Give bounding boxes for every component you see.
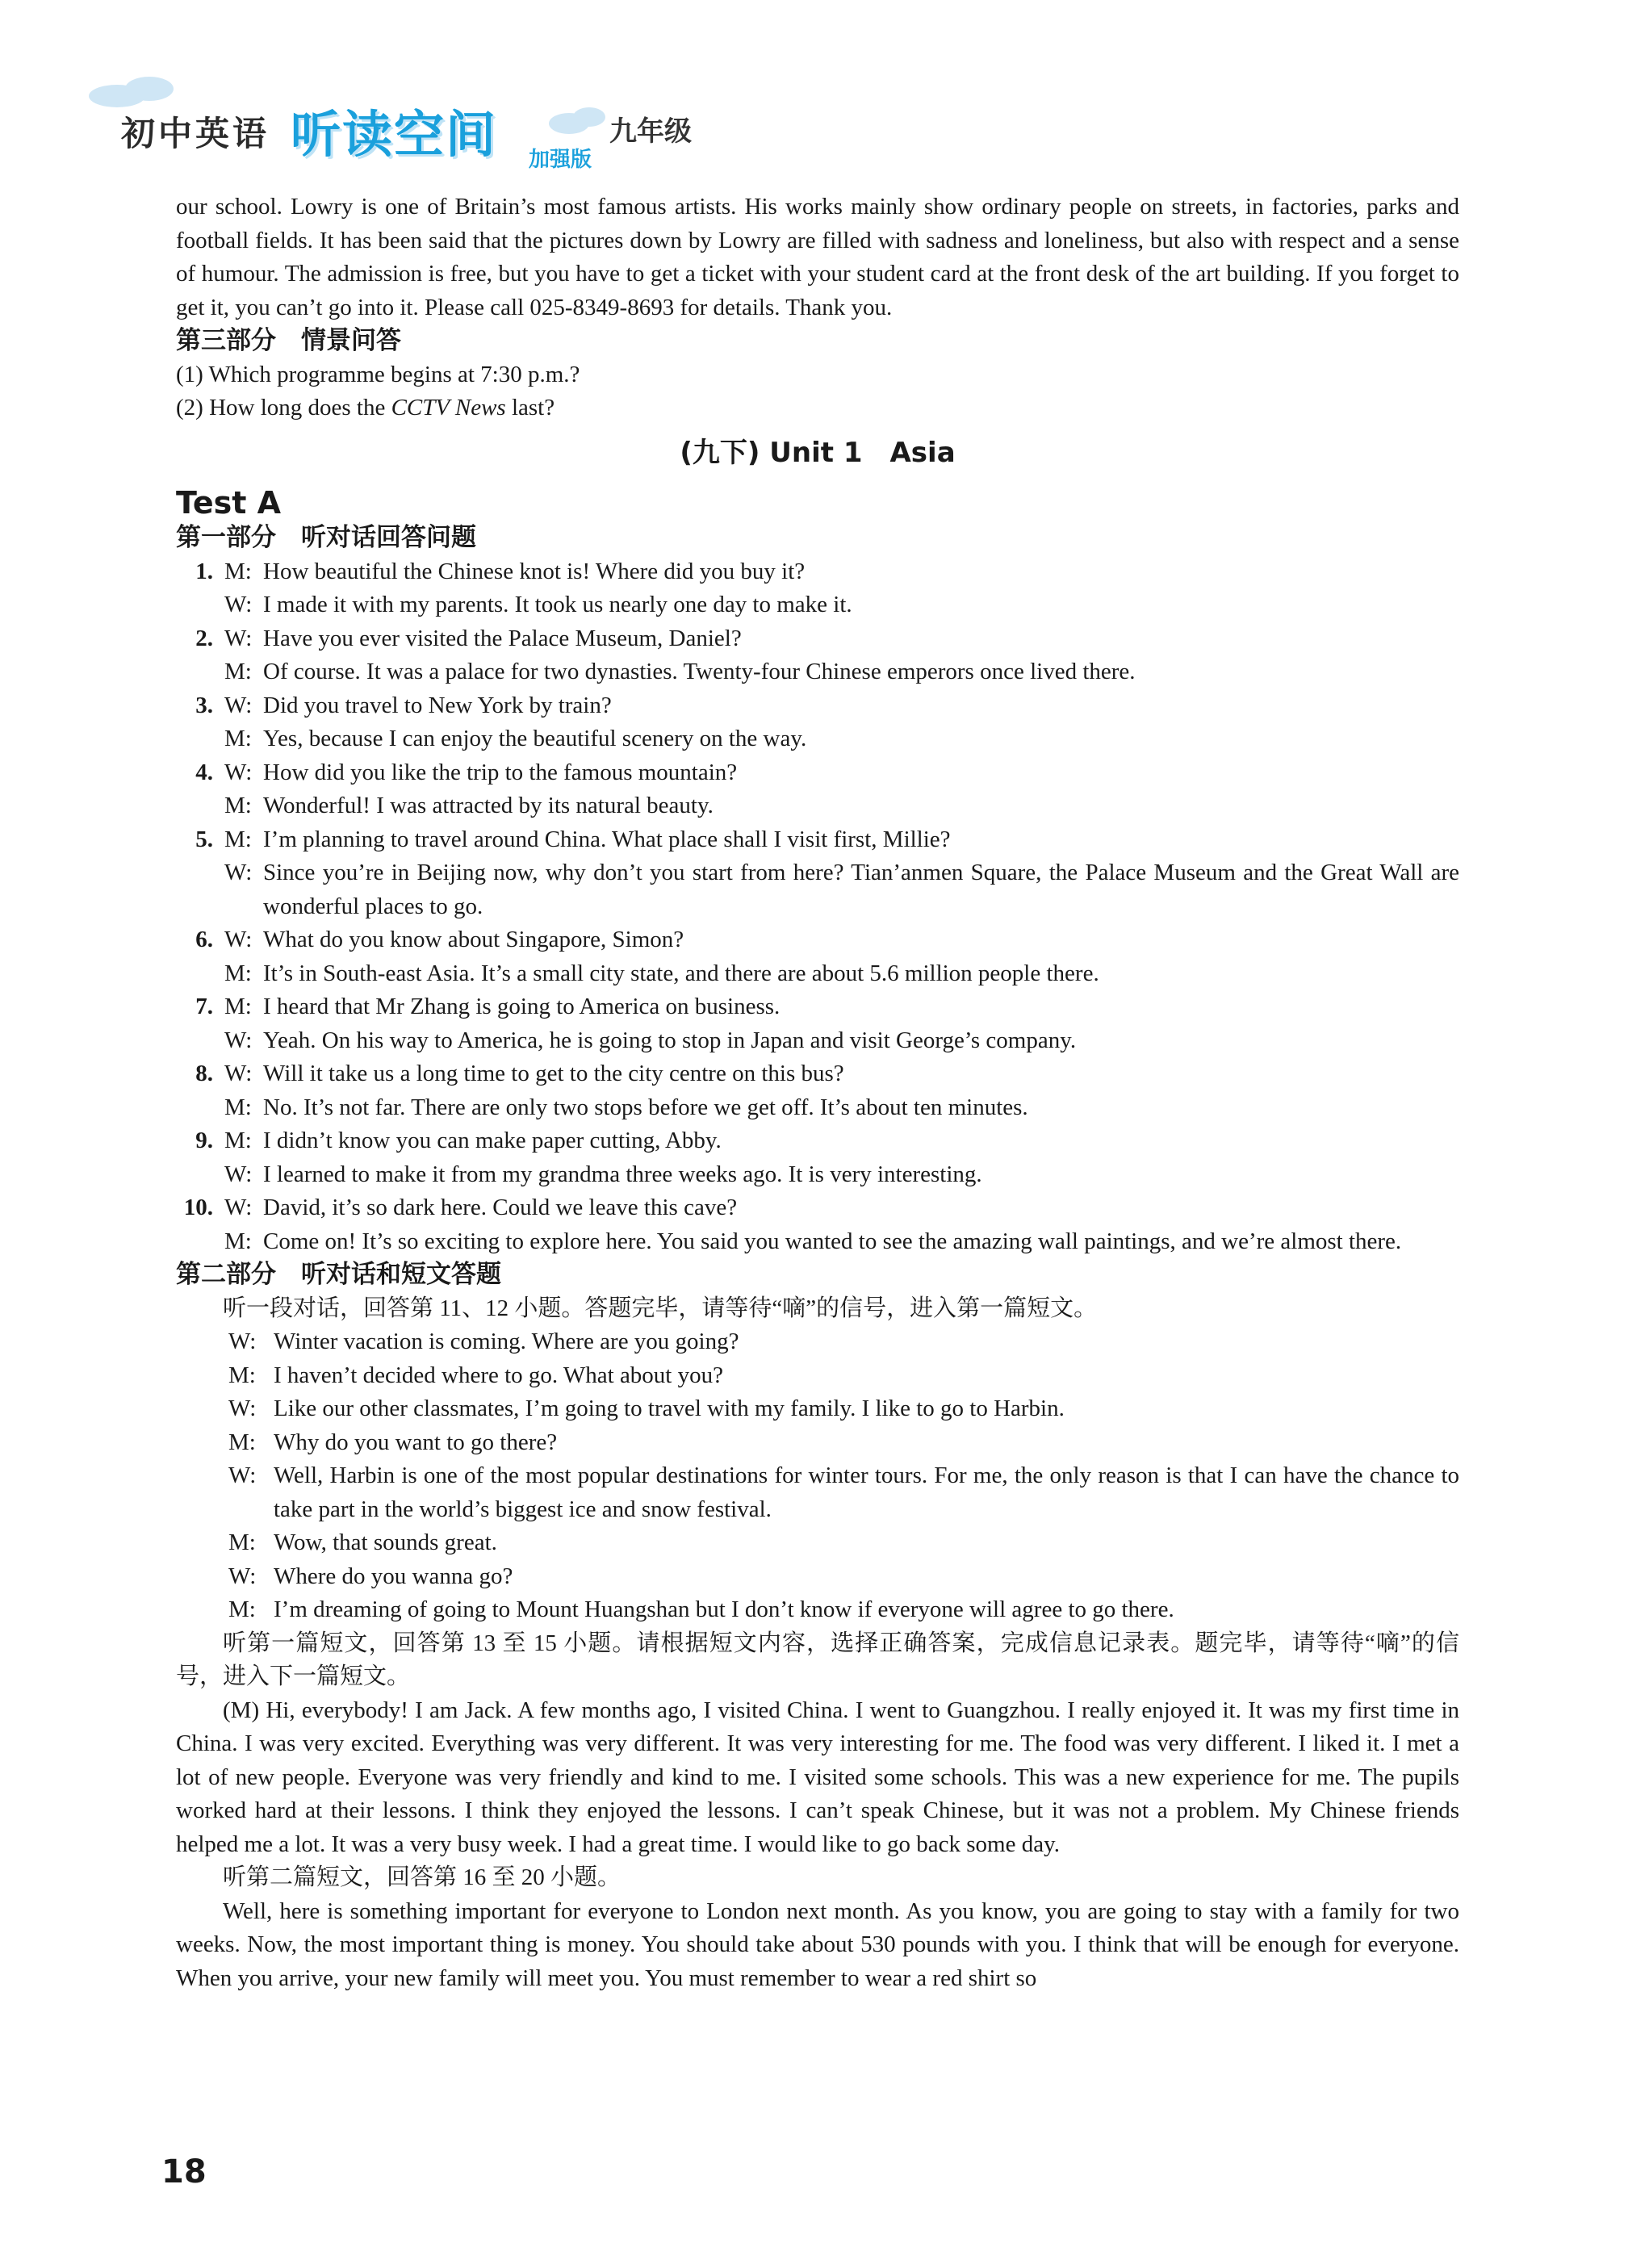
- speaker-label: W:: [224, 759, 253, 785]
- dialogue-number: 3.: [195, 692, 213, 718]
- speaker-label: M:: [228, 1429, 256, 1455]
- conversation-line: [228, 1426, 1459, 1460]
- speaker-label: W:: [228, 1396, 257, 1421]
- speaker-label: M:: [224, 793, 252, 818]
- dialogue-number: 7.: [195, 994, 213, 1019]
- page-content: [176, 190, 1459, 1995]
- speaker-label: W:: [224, 1027, 253, 1053]
- part3-question-1: (1) Which programme begins at 7:30 p.m.?: [176, 361, 580, 387]
- dialogue-line: [224, 756, 1459, 790]
- part1-heading: 第一部分 听对话回答问题: [176, 523, 476, 552]
- dialogue-line: [224, 1024, 1459, 1058]
- conversation-line: [228, 1325, 1459, 1359]
- dialogue-text: Of course. It was a palace for two dynasties. Twenty-four Chinese emperors once lived there.: [263, 659, 1136, 684]
- dialogue-line: [224, 990, 1459, 1024]
- speaker-label: W:: [228, 1329, 257, 1354]
- part3-heading: 第三部分 情景问答: [176, 326, 401, 355]
- cloud-decoration: [573, 107, 605, 127]
- dialogue-text: What do you know about Singapore, Simon?: [263, 927, 684, 952]
- part2-passage-2: Well, here is something important for everyone to London next month. As you know, you are going to stay with a family for two weeks. Now, the most important thing is money. You should take about 530 pounds with you. I think that will be enough for everyone. When you arrive, your new family will meet you. You must remember to wear a red shirt so: [176, 1898, 1459, 1991]
- dialogue-text: I didn’t know you can make paper cutting, Abby.: [263, 1128, 722, 1153]
- dialogue-item: [176, 923, 1459, 990]
- speaker-label: M:: [228, 1596, 256, 1622]
- dialogue-text: Have you ever visited the Palace Museum, Daniel?: [263, 625, 742, 651]
- part2-instruction-1: 听一段对话，回答第 11、12 小题。答题完毕，请等待“嘀”的信号，进入第一篇短文。: [223, 1295, 1098, 1321]
- page-number: 18: [161, 2153, 207, 2191]
- speaker-label: W:: [224, 1161, 253, 1187]
- conversation-line: [228, 1560, 1459, 1594]
- speaker-label: M:: [224, 659, 252, 684]
- part2-instruction-2: 听第一篇短文，回答第 13 至 15 小题。请根据短文内容，选择正确答案，完成信息记录表。题完毕，请等待“嘀”的信号，进入下一篇短文。: [176, 1630, 1459, 1689]
- part1-dialogue-list: [176, 555, 1459, 1259]
- conversation-text: Well, Harbin is one of the most popular destinations for winter tours. For me, the only reason is that I can have the chance to take part in the world’s biggest ice and snow festival.: [274, 1462, 1459, 1522]
- dialogue-text: David, it’s so dark here. Could we leave this cave?: [263, 1195, 738, 1220]
- conversation-line: [228, 1593, 1459, 1627]
- dialogue-item: [176, 756, 1459, 823]
- unit-title: (九下) Unit 1 Asia: [680, 436, 956, 469]
- dialogue-text: Wonderful! I was attracted by its natural beauty.: [263, 793, 714, 818]
- dialogue-line: [224, 1124, 1459, 1158]
- dialogue-line: [224, 1158, 1459, 1192]
- dialogue-number: 4.: [195, 759, 213, 785]
- dialogue-line: [224, 588, 1459, 622]
- part2-instruction-3: 听第二篇短文，回答第 16 至 20 小题。: [223, 1864, 621, 1890]
- part3-question-2: (2) How long does the CCTV News last?: [176, 395, 555, 421]
- speaker-label: W:: [224, 1195, 253, 1220]
- grade-label: 九年级: [609, 115, 692, 148]
- speaker-label: M:: [224, 994, 252, 1019]
- speaker-label: M:: [224, 726, 252, 751]
- part2-conversation: [176, 1325, 1459, 1627]
- dialogue-text: Did you travel to New York by train?: [263, 692, 612, 718]
- dialogue-text: Yeah. On his way to America, he is going to stop in Japan and visit George’s company.: [263, 1027, 1077, 1053]
- speaker-label: M:: [224, 1094, 252, 1120]
- dialogue-text: I made it with my parents. It took us nearly one day to make it.: [263, 592, 852, 617]
- conversation-text: I’m dreaming of going to Mount Huangshan but I don’t know if everyone will agree to go there.: [274, 1596, 1174, 1622]
- series-title: 初中英语: [121, 114, 270, 153]
- speaker-label: W:: [224, 692, 253, 718]
- dialogue-text: Since you’re in Beijing now, why don’t you start from here? Tian’anmen Square, the Palace Museum and the Great Wall are wonderful places to go.: [263, 860, 1459, 919]
- dialogue-item: [176, 823, 1459, 924]
- intro-paragraph: our school. Lowry is one of Britain’s most famous artists. His works mainly show ordinary people on streets, in factories, parks and football fields. It has been said that the pictures down by Lowry are filled with sadness and loneliness, but also with respect and a sense of humour. The admission is free, but you have to get a ticket with your student card at the front desk of the art building. If you forget to get it, you can’t go into it. Please call 025-8349-8693 for details. Thank you.: [176, 194, 1459, 320]
- dialogue-text: Will it take us a long time to get to the city centre on this bus?: [263, 1061, 844, 1086]
- conversation-line: [228, 1526, 1459, 1560]
- speaker-label: W:: [228, 1462, 257, 1488]
- speaker-label: M:: [224, 1228, 252, 1254]
- dialogue-line: [224, 555, 1459, 589]
- dialogue-text: I heard that Mr Zhang is going to America on business.: [263, 994, 781, 1019]
- dialogue-text: How beautiful the Chinese knot is! Where did you buy it?: [263, 558, 806, 584]
- part2-passage-1: (M) Hi, everybody! I am Jack. A few months ago, I visited China. I went to Guangzhou. I really enjoyed it. It was my first time in China. I was very excited. Everything was very different. It was very interesting for me. The food was very different. I liked it. I met a lot of new people. Everyone was very friendly and kind to me. I visited some schools. This was a new experience for me. The pupils worked hard at their lessons. I think they enjoyed the lessons. I can’t speak Chinese, but it was not a problem. My Chinese friends helped me a lot. It was a very busy week. I had a great time. I would like to go back some day.: [176, 1697, 1459, 1857]
- speaker-label: W:: [224, 1061, 253, 1086]
- dialogue-line: [224, 789, 1459, 823]
- dialogue-text: How did you like the trip to the famous mountain?: [263, 759, 738, 785]
- conversation-text: Why do you want to go there?: [274, 1429, 558, 1455]
- dialogue-number: 6.: [195, 927, 213, 952]
- conversation-text: Winter vacation is coming. Where are you going?: [274, 1329, 739, 1354]
- dialogue-item: [176, 622, 1459, 689]
- dialogue-line: [224, 957, 1459, 991]
- speaker-label: M:: [228, 1529, 256, 1555]
- conversation-text: Like our other classmates, I’m going to travel with my family. I like to go to Harbin.: [274, 1396, 1065, 1421]
- dialogue-item: [176, 555, 1459, 622]
- dialogue-item: [176, 1124, 1459, 1191]
- dialogue-line: [224, 689, 1459, 723]
- dialogue-number: 10.: [183, 1195, 213, 1220]
- book-header: [89, 77, 751, 174]
- dialogue-line: [224, 1225, 1459, 1259]
- speaker-label: W:: [224, 860, 253, 885]
- dialogue-line: [224, 1191, 1459, 1225]
- conversation-line: [228, 1459, 1459, 1526]
- dialogue-number: 1.: [195, 558, 213, 584]
- speaker-label: M:: [224, 558, 252, 584]
- conversation-line: [228, 1359, 1459, 1393]
- speaker-label: W:: [224, 592, 253, 617]
- dialogue-line: [224, 622, 1459, 656]
- brand-logo-text: 听读空间: [291, 105, 498, 164]
- edition-label: 加强版: [529, 148, 592, 172]
- dialogue-text: It’s in South-east Asia. It’s a small city state, and there are about 5.6 million people there.: [263, 960, 1099, 986]
- dialogue-line: [224, 856, 1459, 923]
- dialogue-line: [224, 655, 1459, 689]
- speaker-label: M:: [224, 1128, 252, 1153]
- dialogue-item: [176, 689, 1459, 756]
- cloud-decoration: [125, 77, 174, 101]
- speaker-label: M:: [224, 826, 252, 852]
- speaker-label: W:: [228, 1563, 257, 1589]
- dialogue-line: [224, 722, 1459, 756]
- dialogue-text: No. It’s not far. There are only two stops before we get off. It’s about ten minutes.: [263, 1094, 1028, 1120]
- dialogue-number: 8.: [195, 1061, 213, 1086]
- dialogue-number: 5.: [195, 826, 213, 852]
- conversation-text: Where do you wanna go?: [274, 1563, 513, 1589]
- test-title: Test A: [176, 485, 282, 521]
- dialogue-line: [224, 923, 1459, 957]
- dialogue-number: 9.: [195, 1128, 213, 1153]
- dialogue-item: [176, 1057, 1459, 1124]
- dialogue-text: Come on! It’s so exciting to explore here. You said you wanted to see the amazing wall paintings, and we’re almost there.: [263, 1228, 1402, 1254]
- dialogue-line: [224, 1057, 1459, 1091]
- dialogue-text: Yes, because I can enjoy the beautiful scenery on the way.: [263, 726, 807, 751]
- speaker-label: M:: [228, 1362, 256, 1388]
- part2-heading: 第二部分 听对话和短文答题: [176, 1260, 501, 1289]
- dialogue-line: [224, 1091, 1459, 1125]
- conversation-text: I haven’t decided where to go. What about you?: [274, 1362, 723, 1388]
- speaker-label: W:: [224, 927, 253, 952]
- dialogue-text: I’m planning to travel around China. What place shall I visit first, Millie?: [263, 826, 951, 852]
- dialogue-text: I learned to make it from my grandma three weeks ago. It is very interesting.: [263, 1161, 982, 1187]
- dialogue-number: 2.: [195, 625, 213, 651]
- conversation-text: Wow, that sounds great.: [274, 1529, 497, 1555]
- dialogue-item: [176, 1191, 1459, 1258]
- dialogue-item: [176, 990, 1459, 1057]
- conversation-line: [228, 1392, 1459, 1426]
- speaker-label: M:: [224, 960, 252, 986]
- speaker-label: W:: [224, 625, 253, 651]
- dialogue-line: [224, 823, 1459, 857]
